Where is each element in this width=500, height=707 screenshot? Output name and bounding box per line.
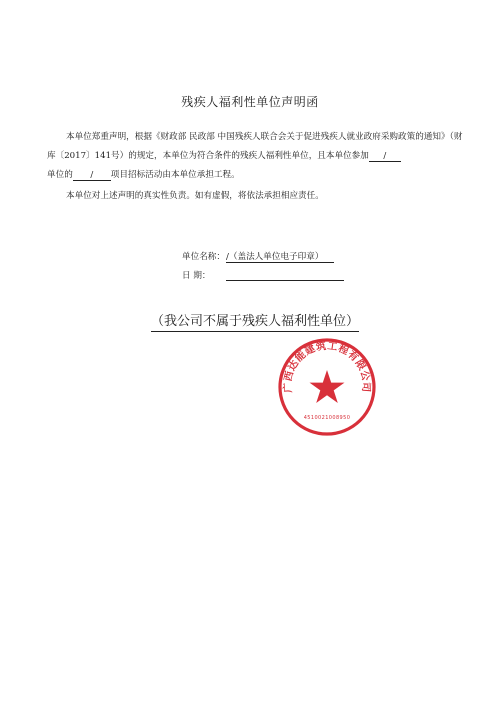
declaration-text-part1: 本单位郑重声明，根据《财政部 民政部 中国残疾人联合会关于促进残疾人就业政府采购政策的通知》（财库〔2017〕141号）的规定，本单位为符合条件的残疾人福利性单位，且本单位参加	[47, 132, 463, 161]
date-line	[226, 271, 344, 281]
declaration-text-part2: 单位的	[47, 170, 73, 180]
date-row	[182, 269, 344, 281]
declaration-text-part3: 项目招标活动由本单位承担工程。	[110, 170, 240, 180]
unit-blank: /	[73, 170, 111, 181]
date-label: 日 期：	[182, 271, 211, 281]
unit-name-row	[182, 250, 334, 263]
responsibility-text: 本单位对上述声明的真实性负责。如有虚假，将依法承担相应责任。	[66, 191, 324, 201]
company-seal	[277, 337, 377, 437]
project-blank: /	[369, 151, 401, 162]
responsibility-paragraph	[47, 187, 467, 206]
seal-code: 4510021008950	[303, 415, 351, 421]
document-title: 残疾人福利性单位声明函	[181, 95, 319, 109]
unit-name-label: 单位名称：	[182, 252, 225, 262]
seal-star-icon	[310, 370, 345, 403]
seal-company-name: 广西达能建筑工程有限公司	[282, 340, 372, 393]
declaration-paragraph	[47, 128, 467, 185]
non-welfare-statement: （我公司不属于残疾人福利性单位）	[151, 313, 359, 332]
unit-name-value: /（盖法人单位电子印章）	[226, 252, 334, 263]
